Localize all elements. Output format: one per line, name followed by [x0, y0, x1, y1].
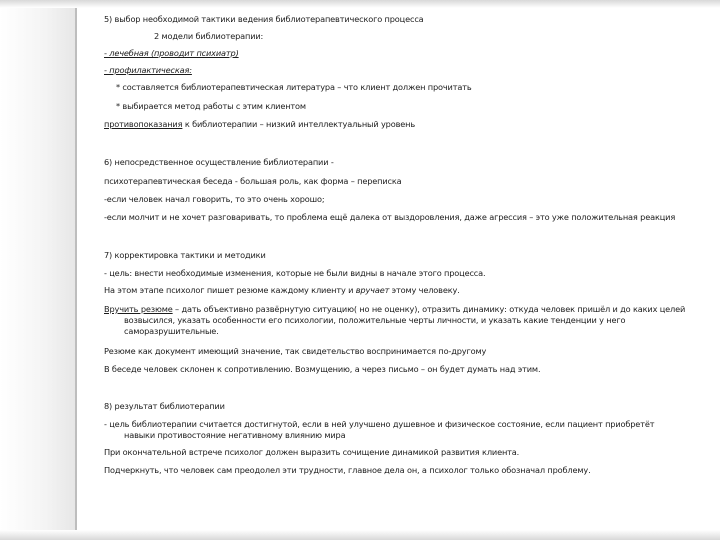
resume-line — [104, 285, 460, 296]
models-heading: 2 модели библиотерапии: — [154, 31, 264, 41]
resume-tail: этому человеку. — [389, 285, 460, 295]
goal-7-line: - цель: внести необходимые изменения, которые не были видны в начале этого процесса. — [104, 268, 486, 278]
goal-8-line: - цель библиотерапии считается достигнутой, если в ней улучшено душевное и физическое состояние, если пациент приобретёт — [104, 419, 655, 429]
emphasize-line: Подчеркнуть, что человек сам преодолел эти трудности, главное дела он, а психолог только обозначал проблему. — [104, 465, 591, 475]
bullet-literature: * составляется библиотерапевтическая литература – что клиент должен прочитать — [116, 82, 472, 92]
step-5-heading: 5) выбор необходимой тактики ведения библиотерапевтического процесса — [104, 14, 424, 24]
resume-verb: вручает — [355, 285, 390, 295]
contraindications-line — [104, 119, 415, 130]
contraindications-term: противопоказания — [104, 119, 183, 129]
bottom-edge-shade — [0, 530, 720, 540]
top-edge-shade — [0, 0, 720, 8]
talking-line: -если человек начал говорить, то это очень хорошо; — [104, 194, 325, 204]
resume-text: На этом этапе психолог пишет резюме каждому клиенту и — [104, 285, 356, 295]
resume-document-line: Резюме как документ имеющий значение, так свидетельство воспринимается по-другому — [104, 346, 487, 356]
model-therapeutic: - лечебная (проводит психиатр) — [104, 48, 239, 58]
final-meeting-line: При окончательной встрече психолог должен выразить сочищение динамикой развития клиента. — [104, 447, 520, 457]
step-7-heading: 7) корректировка тактики и методики — [104, 250, 266, 260]
hand-resume-line — [104, 304, 685, 315]
contraindications-text: к библиотерапии – низкий интеллектуальный уровень — [182, 119, 416, 129]
silent-line: -если молчит и не хочет разговаривать, то проблема ещё далека от выздоровления, даже агрессия – это уже положительная реакция — [104, 212, 676, 222]
step-8-heading: 8) результат библиотерапии — [104, 401, 225, 411]
left-margin-band — [0, 0, 76, 540]
hand-resume-term: Вручить резюме — [104, 304, 173, 314]
model-preventive: - профилактическая: — [104, 65, 192, 75]
step-6-heading: 6) непосредственное осуществление библиотерапии - — [104, 157, 334, 167]
resistance-line: В беседе человек склонен к сопротивлению. Возмущению, а через письмо – он будет думать над этим. — [104, 364, 541, 374]
hand-resume-cont-2: саморазрушительные. — [124, 326, 219, 336]
left-margin-line — [75, 0, 77, 540]
goal-8-cont: навыки противостояние негативному влиянию мира — [124, 430, 346, 440]
hand-resume-text: – дать объективно развёрнутую ситуацию( но не оценку), отразить динамику: откуда человек пришёл и до каких целей — [172, 304, 686, 314]
conversation-line: психотерапевтическая беседа - большая роль, как форма – переписка — [104, 176, 402, 186]
bullet-method: * выбирается метод работы с этим клиентом — [116, 101, 306, 111]
hand-resume-cont-1: возвысился, указать особенности его психологии, положительные черты личности, и указать какие тенденции у него — [124, 315, 626, 325]
